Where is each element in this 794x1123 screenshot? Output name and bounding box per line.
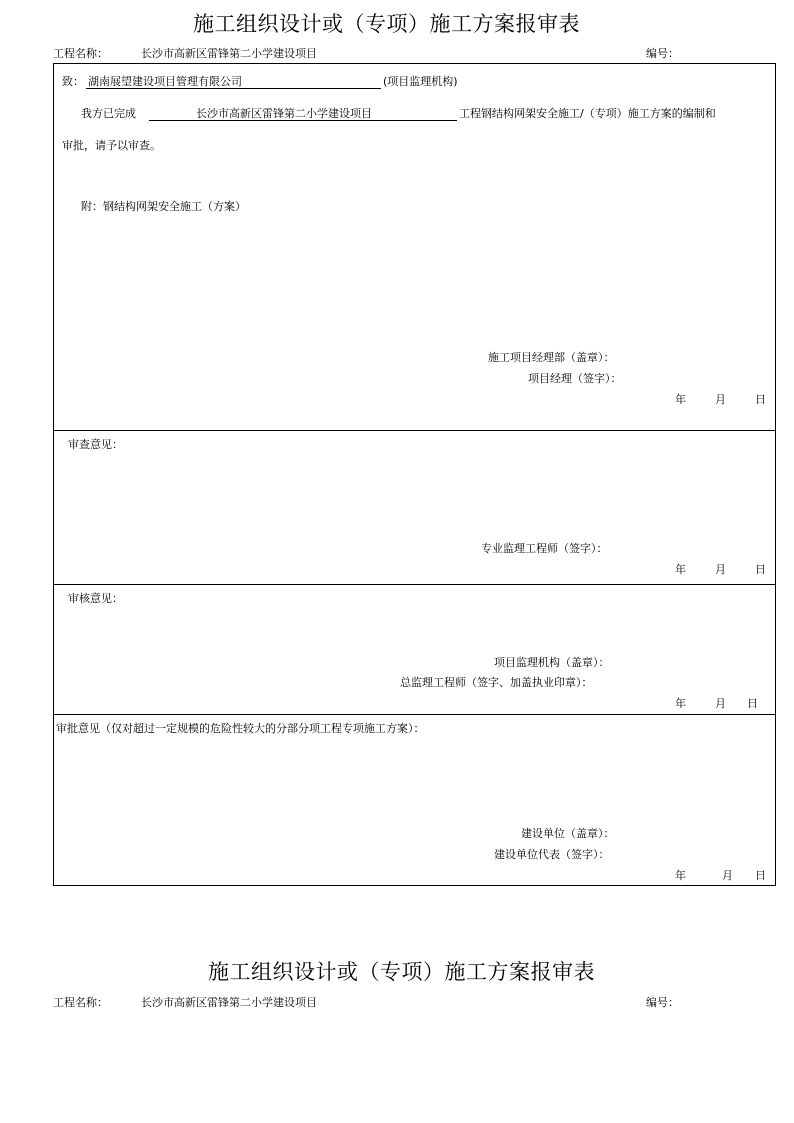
section-divider bbox=[53, 584, 776, 585]
project-name-label: 工程名称： bbox=[53, 47, 108, 60]
attachment-note: 附：钢结构网架安全施工（方案） bbox=[81, 200, 246, 213]
page-title: 施工组织设计或（专项）施工方案报审表 bbox=[208, 960, 595, 984]
date-month: 月 bbox=[715, 393, 726, 406]
project-name-value: 长沙市高新区雷锋第二小学建设项目 bbox=[141, 47, 317, 60]
supervising-engineer-sign-label: 专业监理工程师（签字）： bbox=[481, 542, 608, 555]
addressee-suffix: (项目监理机构) bbox=[383, 75, 458, 88]
date-year: 年 bbox=[675, 869, 686, 882]
approval-form-table bbox=[53, 63, 776, 886]
chief-engineer-sign-label: 总监理工程师（签字、加盖执业印章）： bbox=[400, 676, 593, 689]
body-line-2: 审批，请予以审查。 bbox=[62, 139, 161, 152]
owner-seal-label: 建设单位（盖章）： bbox=[521, 827, 615, 840]
review-opinion-heading: 审查意见： bbox=[68, 438, 123, 451]
date-month: 月 bbox=[722, 869, 733, 882]
project-name-value: 长沙市高新区雷锋第二小学建设项目 bbox=[141, 996, 317, 1009]
project-manager-sign-label: 项目经理（签字）： bbox=[528, 372, 622, 385]
approval-opinion-heading: 审批意见（仅对超过一定规模的危险性较大的分部分项工程专项施工方案）： bbox=[56, 722, 425, 735]
date-day: 日 bbox=[755, 869, 766, 882]
date-year: 年 bbox=[675, 563, 686, 576]
addressee-org: 湖南展望建设项目管理有限公司 bbox=[88, 75, 242, 88]
audit-opinion-heading: 审核意见： bbox=[68, 592, 123, 605]
page-title: 施工组织设计或（专项）施工方案报审表 bbox=[193, 12, 580, 36]
date-year: 年 bbox=[675, 697, 686, 710]
serial-number-label: 编号： bbox=[646, 47, 679, 60]
owner-rep-sign-label: 建设单位代表（签字）： bbox=[494, 848, 610, 861]
body-project-name: 长沙市高新区雷锋第二小学建设项目 bbox=[196, 107, 372, 120]
date-year: 年 bbox=[675, 393, 686, 406]
project-name-label: 工程名称： bbox=[53, 996, 108, 1009]
date-month: 月 bbox=[715, 697, 726, 710]
serial-number-label: 编号： bbox=[646, 996, 679, 1009]
addressee-prefix: 致： bbox=[62, 75, 84, 88]
contractor-seal-label: 施工项目经理部（盖章）： bbox=[488, 351, 615, 364]
date-month: 月 bbox=[715, 563, 726, 576]
date-day: 日 bbox=[755, 563, 766, 576]
section-divider bbox=[53, 430, 776, 431]
section-divider bbox=[53, 714, 776, 715]
body-prefix: 我方已完成 bbox=[81, 107, 136, 120]
body-project-underline bbox=[149, 120, 457, 121]
date-day: 日 bbox=[747, 697, 758, 710]
date-day: 日 bbox=[755, 393, 766, 406]
body-suffix: 工程钢结构网架安全施工/（专项）施工方案的编制和 bbox=[459, 107, 716, 120]
addressee-underline bbox=[86, 88, 381, 89]
supervision-org-seal-label: 项目监理机构（盖章）： bbox=[494, 656, 610, 669]
